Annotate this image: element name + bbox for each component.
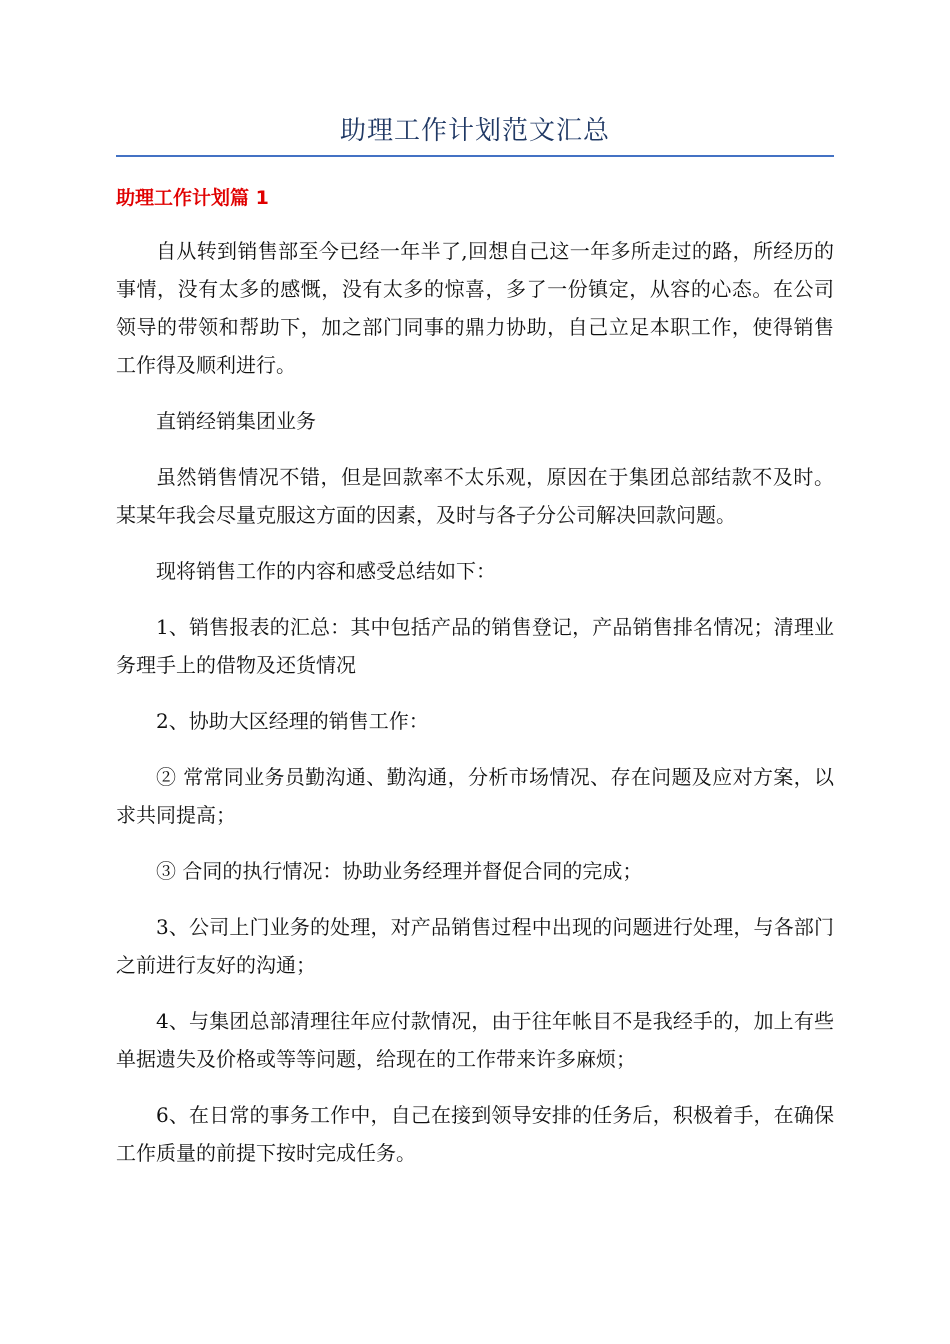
list-item: 1、销售报表的汇总：其中包括产品的销售登记，产品销售排名情况；清理业务理手上的借物及还货情况 <box>116 615 834 677</box>
document-body <box>116 232 834 1172</box>
section-heading: 助理工作计划篇 1 <box>116 187 269 209</box>
list-item: 2、协助大区经理的销售工作： <box>156 709 429 733</box>
paragraph: 自从转到销售部至今已经一年半了,回想自己这一年多所走过的路，所经历的事情，没有太多的感慨，没有太多的惊喜，多了一份镇定，从容的心态。在公司领导的带领和帮助下，加之部门同事的鼎力协助，自己立足本职工作，使得销售工作得及顺利进行。 <box>116 239 834 377</box>
document-page <box>116 110 834 1190</box>
paragraph: 现将销售工作的内容和感受总结如下： <box>156 559 496 583</box>
list-item: 4、与集团总部清理往年应付款情况，由于往年帐目不是我经手的，加上有些单据遗失及价格或等等问题，给现在的工作带来许多麻烦； <box>116 1009 834 1071</box>
list-item: ② 常常同业务员勤沟通、勤沟通，分析市场情况、存在问题及应对方案，以求共同提高； <box>116 765 834 827</box>
list-item: ③ 合同的执行情况：协助业务经理并督促合同的完成； <box>156 859 643 883</box>
paragraph: 虽然销售情况不错，但是回款率不太乐观，原因在于集团总部结款不及时。某某年我会尽量克服这方面的因素，及时与各子分公司解决回款问题。 <box>116 465 834 527</box>
list-item: 3、公司上门业务的处理，对产品销售过程中出现的问题进行处理，与各部门之前进行友好的沟通； <box>116 915 834 977</box>
paragraph: 直销经销集团业务 <box>156 409 316 433</box>
document-title: 助理工作计划范文汇总 <box>116 110 834 157</box>
list-item: 6、在日常的事务工作中，自己在接到领导安排的任务后，积极着手，在确保工作质量的前提下按时完成任务。 <box>116 1103 834 1165</box>
